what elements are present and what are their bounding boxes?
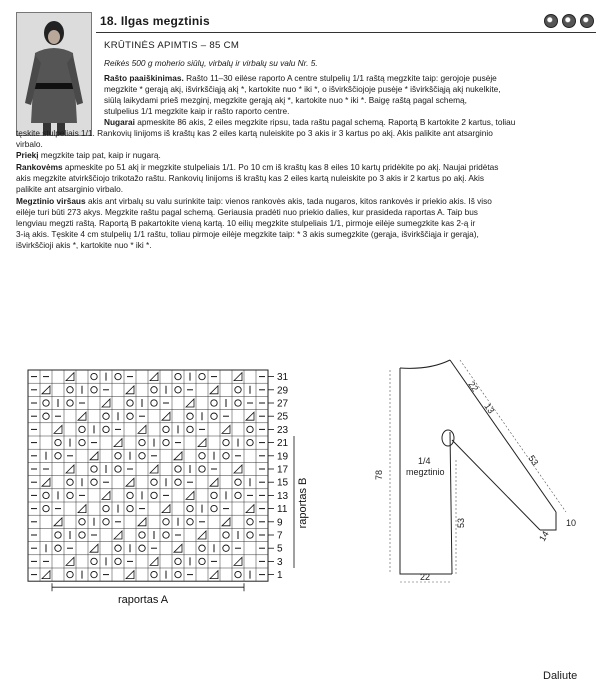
dim-height: 78 (374, 469, 384, 480)
page-title: 18. Ilgas megztinis (100, 14, 210, 28)
repeat-a-label: raportas A (118, 594, 169, 607)
sleeves-line-2: akis megzkite atvirkščiojo trikotažo raštu. Rankovių linijoms iš kraštų kas 2 eiles kartą nuleiskite po 3 akis ir 2 kartus po akį. Akis (16, 173, 485, 183)
model-figure-icon (17, 13, 91, 135)
dim-cuff-a: 10 (566, 518, 577, 528)
neckline-curve (400, 360, 450, 368)
front-text: megzkite taip pat, kaip ir nugarą. (40, 150, 161, 160)
yoke-title: Megztinio viršaus (16, 196, 86, 206)
yoke-line-5: išvirkščioji akis *, kartokite nuo * iki *. (16, 240, 152, 250)
dim-body: 53 (456, 517, 466, 528)
back-title: Nugarai (104, 117, 135, 127)
row-number: 27 (277, 398, 289, 410)
sleeves-text: apmeskite po 51 akį ir megzkite stulpeliais 1/1. Po 10 cm iš kraštų kas 8 eiles 10 kartų pridėkite po akį. Naujai pridėtas (64, 162, 499, 172)
label-quarter: 1/4 (418, 456, 431, 466)
back-text: apmeskite 86 akis, 2 eiles megzkite ripsu, tada raštu pagal schemą. Raportą B kartokite 2 kartus, toliau (137, 117, 516, 127)
title-bar (96, 12, 596, 33)
dim-shoulder: 13 (482, 401, 497, 416)
yoke-text: akis ant virbalų su valu surinkite taip: vienos rankovės akis, tada nugaros, kitos rankovės ir priekio akis. Iš viso (87, 196, 492, 206)
front-title: Priekį (16, 150, 39, 160)
row-number: 5 (277, 543, 283, 555)
underarm-line (452, 440, 540, 530)
row-number: 17 (277, 464, 289, 476)
row-number: 3 (277, 556, 283, 568)
row-number: 31 (277, 372, 289, 384)
row-number: 23 (277, 424, 289, 436)
yoke-line-3: lengviau megzti raštą. Raportą B pakartokite vieną kartą. 10 eilių megzkite stulpeliais 1/1, pirmoje eilėje sumegzkite kas 2-ą ir (16, 218, 476, 228)
pattern-line-2: megzkite * gerąją akį, išvirkščiąją akį *, kartokite nuo * iki *, o išvirkščiojoje pusėje * išvirkščiąją akį nukelkite, (104, 84, 501, 94)
sleeves-title: Rankovėms (16, 162, 63, 172)
pattern-line-3: siūlą laikydami prieš mezginį, megzkite gerąją akį *, kartokite nuo * iki *. Baigę raštą pagal schemą, (104, 95, 467, 105)
size-heading: KRŪTINĖS APIMTIS – 85 CM (104, 40, 240, 51)
row-number: 11 (277, 504, 288, 516)
row-number: 13 (277, 490, 289, 502)
armhole-marker (442, 430, 454, 446)
repeat-b-label: raportas B (297, 477, 309, 529)
pattern-line-1 (104, 73, 497, 84)
pattern-title: Rašto paaiškinimas. (104, 73, 184, 83)
row-number: 25 (277, 411, 289, 423)
difficulty-rating (544, 14, 594, 28)
row-number: 15 (277, 477, 289, 489)
sweater-schematic (360, 360, 595, 590)
pattern-text: Rašto 11–30 eilėse raporto A centre stulpelių 1/1 raštą megzkite taip: gerojoje pusėje (186, 73, 497, 83)
materials-text: Reikės 500 g moherio siūlų, virbalų ir virbalų su valu Nr. 5. (104, 58, 318, 68)
row-number: 29 (277, 385, 289, 397)
author-signature: Daliute (543, 670, 578, 682)
yoke-line-1 (16, 196, 492, 207)
row-number: 1 (277, 570, 283, 582)
sleeves-line-1 (16, 162, 498, 173)
dim-cuff-b: 14 (537, 529, 551, 543)
dim-hem: 22 (420, 572, 431, 582)
back-line-1 (104, 117, 515, 128)
dim-top-diag: 22 (466, 379, 481, 394)
cuff-edge (540, 512, 556, 530)
row-number: 7 (277, 530, 283, 542)
row-number: 19 (277, 451, 289, 463)
side-seam (450, 432, 452, 574)
dim-sleeve-diag: 53 (526, 453, 541, 468)
pattern-line-4: stulpelius 1/1 megzkite kaip ir rašto raporto centre. (104, 106, 290, 116)
yarn-ball-icon (580, 14, 594, 28)
row-number: 9 (277, 517, 283, 529)
yarn-ball-icon (544, 14, 558, 28)
yarn-ball-icon (562, 14, 576, 28)
sleeves-line-3: palikite ant atsarginio virbalo. (16, 184, 123, 194)
yoke-line-4: 3-ią akis. Tęskite 4 cm stulpelių 1/1 raštu, toliau pirmoje eilėje megzkite taip: * 3 akis sumegzkite (gerąja, išvirkščiąja ir gerąja), (16, 229, 479, 239)
front-line (16, 150, 161, 161)
label-piece: megztinio (406, 467, 445, 477)
row-number: 21 (277, 438, 289, 450)
back-line-2: tęskite stulpeliais 1/1. Rankovių linijoms iš kraštų kas 2 eiles kartą nuleiskite po 3 akis ir 3 kartus po akį. Akis palikite ant atsarginio (16, 128, 493, 138)
knitting-chart (24, 366, 309, 610)
shoulder-line (450, 360, 556, 512)
model-photo (16, 12, 92, 136)
yoke-line-2: eilėje turi būti 273 akys. Megzkite raštu pagal schemą. Geriausia pradėti nuo priekio dalies, kur prasideda raportas A. Taip bus (16, 207, 478, 217)
back-line-3: virbalo. (16, 139, 43, 149)
